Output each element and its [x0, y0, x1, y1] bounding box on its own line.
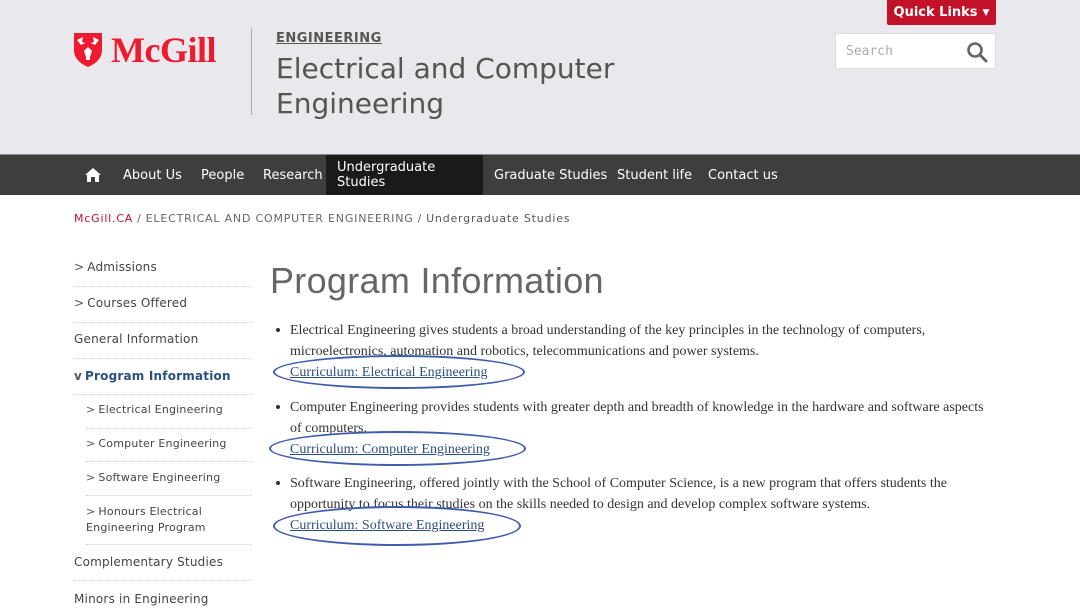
breadcrumb-separator: / [137, 212, 142, 225]
chevron-right-icon: > [86, 437, 96, 450]
nav-student-life[interactable]: Student life [617, 167, 693, 183]
sidebar-item-honours-electrical[interactable] [86, 504, 252, 545]
nav-research[interactable]: Research [263, 167, 323, 183]
program-item-software [276, 473, 996, 536]
program-description: Software Engineering, offered jointly with the School of Computer Science, is a new program that offers students the opportunity to focus their studies on the skills needed to design and develop complex software systems. [290, 476, 947, 512]
nav-home[interactable] [74, 155, 112, 195]
sidebar-item-computer-engineering[interactable] [86, 437, 252, 462]
program-item-computer [276, 397, 996, 460]
nav-undergraduate-studies[interactable]: Undergraduate Studies [326, 155, 483, 195]
breadcrumb [74, 212, 570, 225]
home-icon [85, 168, 101, 182]
mcgill-shield-icon [73, 32, 103, 68]
program-description: Electrical Engineering gives students a broad understanding of the key principles in the technology of computers, microelectronics, automation and robotics, telecommunications and power systems. [290, 323, 926, 359]
bullet-icon [276, 405, 280, 409]
sidebar-item-label: Electrical Engineering [98, 403, 223, 416]
breadcrumb-dept-link[interactable]: ELECTRICAL AND COMPUTER ENGINEERING [145, 212, 414, 225]
search-box [835, 33, 996, 69]
curriculum-electrical-link[interactable]: Curriculum: Electrical Engineering [290, 365, 488, 380]
sidebar-item-label: Admissions [87, 260, 157, 274]
sidebar-item-label: Minors in Engineering [74, 592, 209, 606]
header-divider [251, 28, 252, 115]
sidebar-item-label: Honours Electrical Engineering Program [86, 505, 206, 534]
page-title: Program Information [270, 260, 604, 301]
nav-about-us[interactable]: About Us [123, 167, 182, 183]
chevron-right-icon: > [74, 296, 85, 310]
sidebar-item-label: Computer Engineering [98, 437, 227, 450]
program-description: Computer Engineering provides students with greater depth and breadth of knowledge in the hardware and software aspects of computers. [290, 400, 984, 436]
bullet-icon [276, 481, 280, 485]
nav-contact-us[interactable]: Contact us [708, 167, 778, 183]
main-nav [0, 154, 1080, 195]
sidebar-item-electrical-engineering[interactable] [86, 403, 252, 429]
curriculum-software-link[interactable]: Curriculum: Software Engineering [290, 518, 485, 533]
sidebar-item-label: Complementary Studies [74, 555, 224, 569]
curriculum-computer-link[interactable]: Curriculum: Computer Engineering [290, 442, 490, 457]
chevron-right-icon: > [86, 403, 96, 416]
chevron-down-icon: v [74, 369, 83, 383]
sidebar-item-minors[interactable] [74, 592, 252, 613]
department-title[interactable]: Electrical and Computer Engineering [276, 52, 615, 120]
site-header [0, 0, 1080, 154]
breadcrumb-separator: / [417, 212, 423, 225]
sidebar-item-label: Program Information [85, 369, 231, 383]
chevron-right-icon: > [86, 505, 96, 518]
faculty-link[interactable]: ENGINEERING [276, 31, 382, 46]
nav-graduate-studies[interactable]: Graduate Studies [494, 167, 608, 183]
sidebar-item-label: Courses Offered [87, 296, 188, 310]
mcgill-logo[interactable] [73, 32, 216, 68]
search-icon[interactable] [965, 40, 989, 64]
sidebar-item-program-information[interactable] [74, 369, 252, 395]
sidebar-item-general-information[interactable] [74, 332, 252, 359]
sidebar-item-software-engineering[interactable] [86, 471, 252, 496]
nav-people[interactable]: People [201, 167, 245, 183]
chevron-right-icon: > [74, 260, 85, 274]
sidebar-item-admissions[interactable] [74, 260, 252, 287]
chevron-right-icon: > [86, 471, 96, 484]
quick-links-button[interactable] [887, 0, 996, 25]
search-input[interactable] [836, 34, 961, 68]
sidebar-item-label: Software Engineering [98, 471, 221, 484]
caret-down-icon: ▼ [982, 7, 990, 18]
sidebar-item-complementary-studies[interactable] [74, 555, 252, 581]
sidebar-item-label: General Information [74, 332, 199, 346]
sidebar-item-courses-offered[interactable] [74, 296, 252, 323]
breadcrumb-current: Undergraduate Studies [426, 212, 571, 225]
breadcrumb-mcgill-link[interactable]: McGill.CA [74, 212, 134, 225]
quick-links-label: Quick Links [893, 5, 978, 20]
program-item-electrical [276, 320, 996, 383]
bullet-icon [276, 328, 280, 332]
mcgill-wordmark: McGill [111, 30, 216, 70]
